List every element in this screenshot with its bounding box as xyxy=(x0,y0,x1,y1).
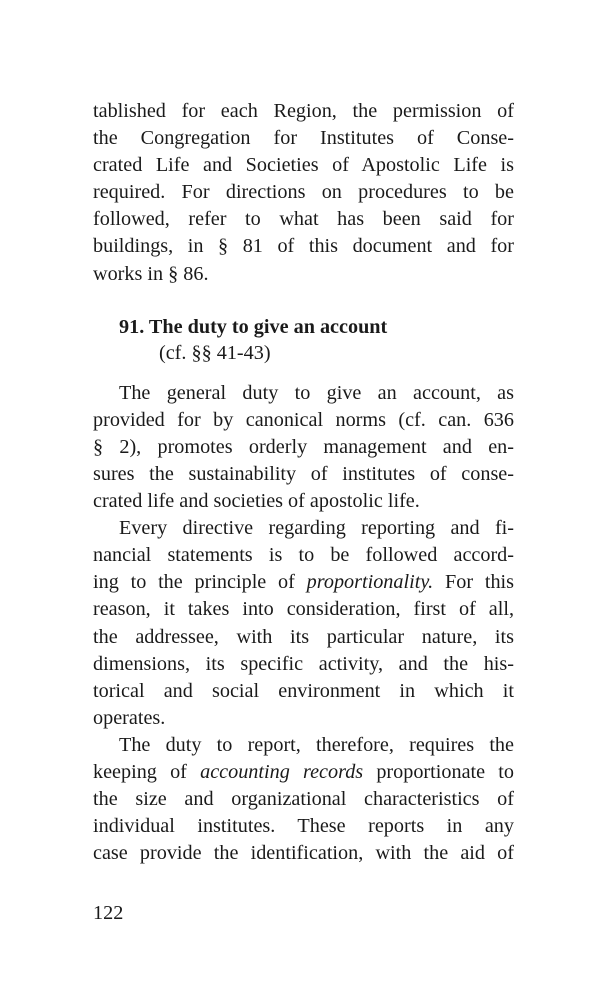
text-line: The general duty to give an account, as xyxy=(119,381,514,404)
text-line: buildings, in § 81 of this document and for xyxy=(93,235,514,258)
section-body xyxy=(93,380,514,868)
text-line: reason, it takes into consideration, first of all, xyxy=(93,598,514,621)
text-line: crated life and societies of apostolic life. xyxy=(93,490,420,513)
text-line: torical and social environment in which it xyxy=(93,679,514,702)
text-line: dimensions, its specific activity, and the his- xyxy=(93,652,514,675)
text-line: crated Life and Societies of Apostolic Life is xyxy=(93,154,514,177)
section-title: 91. The duty to give an account xyxy=(119,315,388,338)
text-line: operates. xyxy=(93,706,166,729)
page-number: 122 xyxy=(93,902,124,924)
text-line: Every directive regarding reporting and fi- xyxy=(119,517,514,540)
text-line: required. For directions on procedures to be xyxy=(93,181,514,204)
section-heading xyxy=(93,314,514,366)
text-line: The duty to report, therefore, requires the xyxy=(119,733,514,756)
text-line: sures the sustainability of institutes of conse- xyxy=(93,462,514,485)
text-run: keeping of xyxy=(93,760,201,783)
text-line: the Congregation for Institutes of Conse- xyxy=(93,127,514,150)
text-line: individual institutes. These reports in any xyxy=(93,815,514,838)
text-line: the size and organizational characteristics of xyxy=(93,788,514,811)
continuation-paragraph xyxy=(93,98,514,288)
text-run: For this xyxy=(433,571,514,594)
text-line: the addressee, with its particular nature, its xyxy=(93,625,514,648)
text-line xyxy=(93,569,514,596)
text-run: proportionate to xyxy=(363,760,514,783)
text-run: ing to the principle of xyxy=(93,571,307,594)
text-line: provided for by canonical norms (cf. can. 636 xyxy=(93,408,514,431)
emphasized-term: proportionality. xyxy=(306,571,434,594)
paragraph xyxy=(93,732,514,867)
text-line: nancial statements is to be followed accord- xyxy=(93,544,514,567)
text-line xyxy=(93,759,514,786)
text-line: case provide the identification, with the aid of xyxy=(93,842,514,865)
paragraph xyxy=(93,515,514,732)
text-line: § 2), promotes orderly management and en- xyxy=(93,435,514,458)
text-line: works in § 86. xyxy=(93,262,209,285)
paragraph xyxy=(93,380,514,515)
emphasized-term: accounting records xyxy=(200,760,364,783)
page-body xyxy=(93,98,514,867)
text-line: followed, refer to what has been said for xyxy=(93,208,514,231)
text-line: tablished for each Region, the permission of xyxy=(93,100,514,122)
section-reference: (cf. §§ 41-43) xyxy=(159,341,271,364)
